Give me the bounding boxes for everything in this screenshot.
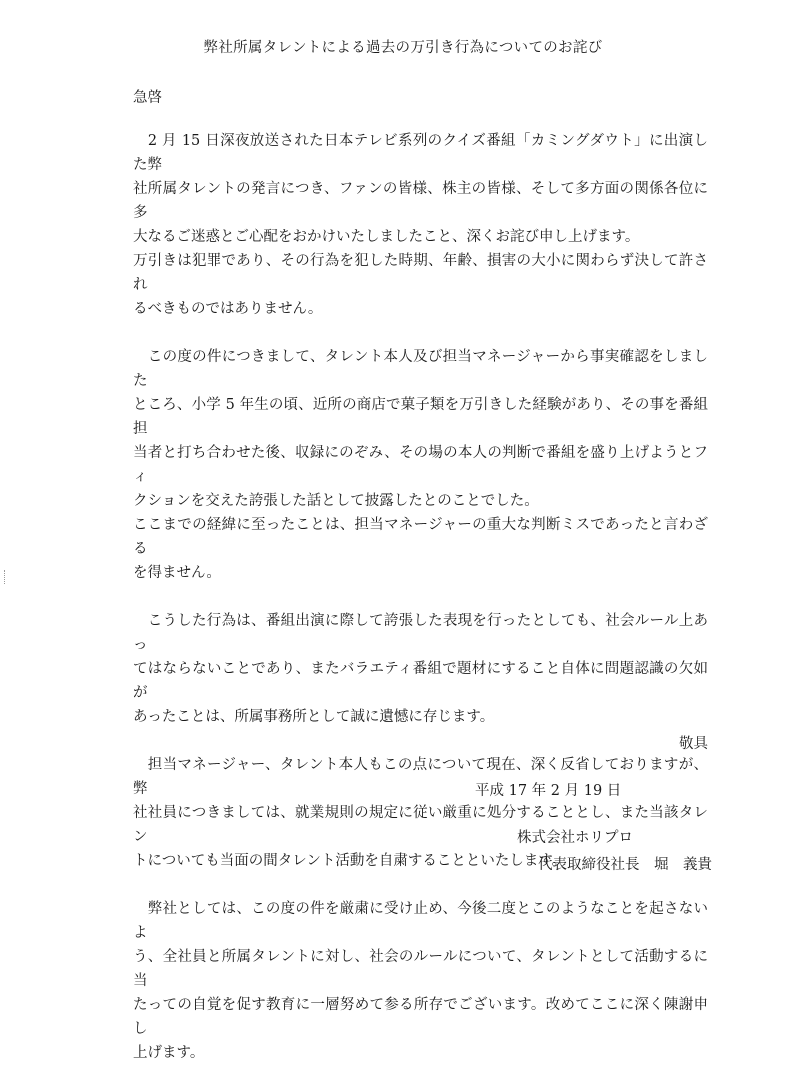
paragraph [133, 129, 708, 321]
closing-word: 敬具 [679, 736, 708, 752]
text-line: トについても当面の間タレント活動を自粛することといたします。 [133, 853, 567, 869]
text-line: るべきものではありません。 [133, 301, 323, 317]
text-line: 担当マネージャー、タレント本人もこの点について現在、深く反省しておりますが、弊 [133, 757, 708, 797]
text-line: こうした行為は、番組出演に際して誇張した表現を行ったとしても、社会ルール上あっ [133, 613, 708, 653]
salutation: 急啓 [133, 90, 162, 106]
signer-name: 代表取締役社長 堀 義貴 [538, 857, 712, 873]
text-line: ところ、小学 5 年生の頃、近所の商店で菓子類を万引きした経験があり、その事を番組担 [133, 397, 708, 437]
text-line: 社所属タレントの発言につき、ファンの皆様、株主の皆様、そして多方面の関係各位に多 [133, 181, 708, 221]
text-line: あったことは、所属事務所として誠に遺憾に存じます。 [133, 709, 495, 725]
text-line: 当者と打ち合わせた後、収録にのぞみ、その場の本人の判断で番組を盛り上げようとフィ [133, 445, 708, 485]
text-line: ここまでの経緯に至ったことは、担当マネージャーの重大な判断ミスであったと言わざる [133, 517, 708, 557]
document-title: 弊社所属タレントによる過去の万引き行為についてのお詫び [203, 40, 603, 56]
text-line: を得ません。 [133, 565, 221, 581]
text-line: たっての自覚を促す教育に一層努めて参る所存でございます。改めてここに深く陳謝申し [133, 997, 708, 1037]
scan-artifact [4, 570, 7, 584]
text-line: この度の件につきまして、タレント本人及び担当マネージャーから事実確認をしました [133, 349, 708, 389]
text-line: てはならないことであり、またバラエティ番組で題材にすること自体に問題認識の欠如が [133, 661, 708, 701]
text-line: 上げます。 [133, 1045, 205, 1061]
company-name: 株式会社ホリプロ [517, 830, 633, 846]
text-line: う、全社員と所属タレントに対し、社会のルールについて、タレントとして活動するに当 [133, 949, 708, 989]
text-line: 社社員につきましては、就業規則の規定に従い厳重に処分することとし、また当該タレン [133, 805, 708, 845]
letter-body [133, 129, 708, 1089]
text-line: 大なるご迷惑とご心配をおかけいたしましたこと、深くお詫び申し上げます。 [133, 229, 640, 245]
text-line: クションを交えた誇張した話として披露したとのことでした。 [133, 493, 539, 509]
text-line: 万引きは犯罪であり、その行為を犯した時期、年齢、損害の大小に関わらず決して許され [133, 253, 708, 293]
letter-date: 平成 17 年 2 月 19 日 [475, 783, 622, 799]
paragraph [133, 897, 708, 1065]
paragraph [133, 345, 708, 585]
text-line: 弊社としては、この度の件を厳粛に受け止め、今後二度とこのようなことを起さないよ [133, 901, 708, 941]
paragraph [133, 609, 708, 729]
text-line: 2 月 15 日深夜放送された日本テレビ系列のクイズ番組「カミングダウト」に出演した弊 [133, 133, 708, 173]
